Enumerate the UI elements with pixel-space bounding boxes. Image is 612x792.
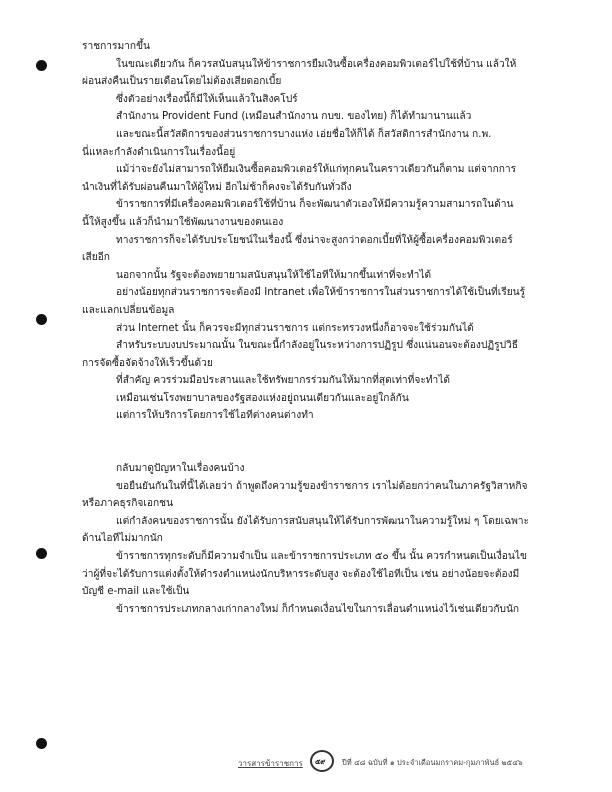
text-line: แต่การให้บริการโดยการใช้ไอทีต่างคนต่างทำ: [116, 410, 314, 422]
text-line: กลับมาดูปัญหาในเรื่องคนบ้าง: [116, 463, 245, 475]
text-line: ในขณะเดียวกัน ก็ควรสนับสนุนให้ข้าราชการยืมเงินซื้อเครื่องคอมพิวเตอร์ไปใช้ที่บ้าน แล้วให้: [116, 58, 517, 70]
text-line: ข้าราชการที่มีเครื่องคอมพิวเตอร์ใช้ที่บ้าน ก็จะพัฒนาตัวเองให้มีความรู้ความสามารถในด้าน: [116, 199, 514, 211]
text-line: ส่วน Internet นั้น ก็ควรจะมีทุกส่วนราชการ แต่กระทรวงหนึ่งก็อาจจะใช้ร่วมกันได้: [116, 322, 474, 334]
text-line: อย่างน้อยทุกส่วนราชการจะต้องมี Intranet เพื่อให้ข้าราชการในส่วนราชการได้ใช้เป็นที่เรียนรู้: [116, 287, 526, 299]
text-line: นี้ให้สูงขึ้น แล้วก็นำมาใช้พัฒนางานของตนเอง: [82, 216, 284, 228]
text-line: การจัดซื้อจัดจ้างให้เร็วขึ้นด้วย: [82, 357, 213, 369]
text-line: ผ่อนส่งคืนเป็นรายเดือนโดยไม่ต้องเสียดอกเบี้ย: [82, 76, 282, 88]
article-body: [82, 38, 582, 618]
page-footer: [238, 752, 598, 774]
journal-logo-icon: [310, 750, 334, 772]
text-line: ซึ่งตัวอย่างเรื่องนี้ก็มีให้เห็นแล้วในสิงคโปร์: [116, 93, 298, 105]
logo-text: ๕๙: [315, 758, 326, 766]
text-line: ข้าราชการประเภทกลางเก่ากลางใหม่ ก็กำหนดเงื่อนไขในการเลื่อนตำแหน่งไว้เช่นเดียวกับนัก: [116, 603, 520, 615]
text-line: เสียอีก: [82, 252, 110, 264]
text-line: ขอยืนยันกันในที่นี้ได้เลยว่า ถ้าพูดถึงความรู้ของข้าราชการ เราไม่ด้อยกว่าคนในภาครัฐวิสาหกิจ: [116, 480, 528, 492]
text-line: ราชการมากขึ้น: [82, 41, 150, 52]
text-line: นำเงินที่ได้รับผ่อนคืนมาให้ผู้ใหม่ อีกไม่ช้าก็คงจะได้รับกันทั่วถึง: [82, 181, 352, 193]
binder-hole-marker: [36, 60, 47, 71]
binder-hole-marker: [36, 738, 47, 749]
binder-hole-marker: [36, 548, 47, 559]
text-line: ที่สำคัญ ควรร่วมมือประสานและใช้ทรัพยากรร่วมกันให้มากที่สุดเท่าที่จะทำได้: [116, 375, 450, 387]
text-line: เหมือนเช่นโรงพยาบาลของรัฐสองแห่งอยู่ถนนเดียวกันและอยู่ใกล้กัน: [116, 392, 409, 404]
text-line: สำนักงาน Provident Fund (เหมือนสำนักงาน กบข. ของไทย) ก็ได้ทำมานานแล้ว: [116, 111, 472, 123]
text-line: และขณะนี้สวัสดิการของส่วนราชการบางแห่ง เอ่ยชื่อให้ก็ได้ ก็สวัสดิการสำนักงาน ก.พ.: [116, 128, 492, 140]
text-line: แต่กำลังคนของราชการนั้น ยังได้รับการสนับสนุนให้ได้รับการพัฒนาในความรู้ใหม่ ๆ โดยเฉพาะ: [116, 515, 529, 527]
text-line: หรือภาคธุรกิจเอกชน: [82, 498, 174, 510]
text-line: ข้าราชการทุกระดับก็มีความจำเป็น และข้าราชการประเภท ๕๐ ขึ้น นั้น ควรกำหนดเป็นเงื่อนไข: [116, 551, 527, 563]
text-line: นี่แหละกำลังดำเนินการในเรื่องนี้อยู่: [82, 146, 236, 158]
text-line: สำหรับระบบงบประมาณนั้น ในขณะนี้กำลังอยู่ในระหว่างการปฏิรูป ซึ่งแน่นอนจะต้องปฏิรูปวิธี: [116, 340, 519, 352]
text-line: ทางราชการก็จะได้รับประโยชน์ในเรื่องนี้ ซึ่งน่าจะสูงกว่าดอกเบี้ยที่ให้ผู้ซื้อเครื่องคอมพิวเตอร์: [116, 234, 513, 246]
text-line: บัญชี e-mail และใช้เป็น: [82, 586, 190, 598]
text-line: ว่าผู้ที่จะได้รับการแต่งตั้งให้ดำรงตำแหน่งนักบริหารระดับสูง จะต้องใช้ไอทีเป็น เช่น อย่างน้อยจะต้องมี: [82, 568, 520, 580]
binder-hole-marker: [36, 314, 47, 325]
text-line: และแลกเปลี่ยนข้อมูล: [82, 304, 175, 316]
text-line: แม้ว่าจะยังไม่สามารถให้ยืมเงินซื้อคอมพิวเตอร์ให้แก่ทุกคนในคราวเดียวกันก็ตาม แต่จากการ: [116, 164, 517, 176]
issue-info: ปีที่ ๔๘ ฉบับที่ ๑ ประจำเดือนมกราคม-กุมภาพันธ์ ๒๕๔๖: [342, 758, 523, 767]
text-line: ด้านไอทีไม่มากนัก: [82, 533, 163, 545]
paragraph-gap: [82, 425, 582, 460]
journal-name: วารสารข้าราชการ: [238, 759, 303, 768]
text-line: นอกจากนั้น รัฐจะต้องพยายามสนับสนุนให้ใช้ไอทีให้มากขึ้นเท่าที่จะทำได้: [116, 269, 432, 281]
